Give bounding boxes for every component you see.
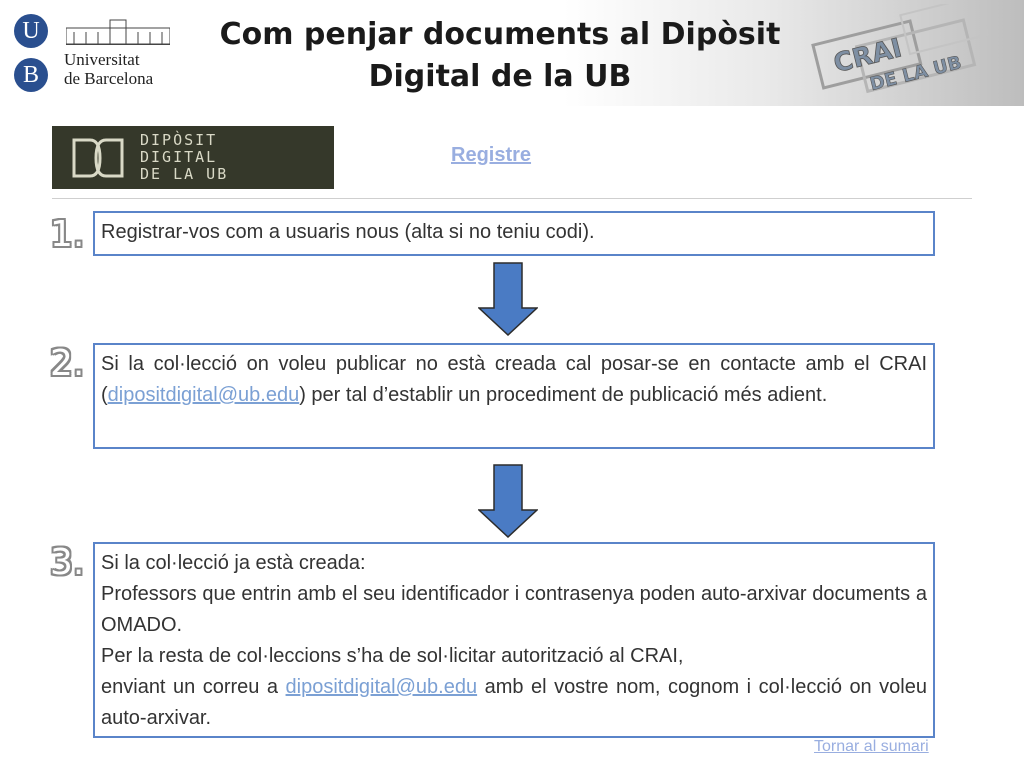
ub-logo-name: Universitat de Barcelona <box>64 50 154 88</box>
step-2-text-after: ) per tal d’establir un procediment de publicació més adient. <box>299 384 828 406</box>
divider <box>52 198 972 199</box>
step-2-text-before: Si la col·lecció on voleu publicar no està creada cal posar-se en contacte amb el CRAI ( <box>101 353 927 406</box>
step-3-line1: Si la col·lecció ja està creada: <box>101 552 366 574</box>
banner-text: DIPÒSIT DIGITAL DE LA UB <box>140 131 229 183</box>
crai-logo <box>800 4 1020 104</box>
step-2-email-link[interactable]: dipositdigital@ub.edu <box>107 384 300 406</box>
step-3-box <box>93 542 935 738</box>
tornar-al-sumari-link[interactable]: Tornar al sumari <box>814 738 929 755</box>
step-3-para3: Per la resta de col·leccions s’ha de sol·licitar autorització al CRAI, <box>101 645 684 667</box>
step-3-email-link[interactable]: dipositdigital@ub.edu <box>285 676 478 698</box>
ub-logo-u: U <box>14 14 48 48</box>
slide-title-line2: Digital de la UB <box>368 59 632 94</box>
crai-logo-line2: DE LA UB <box>867 52 964 96</box>
slide-title <box>170 14 830 98</box>
step-2-number: 2. <box>50 343 85 384</box>
step-1-box <box>93 211 935 256</box>
step-1-text: Registrar-vos com a usuaris nous (alta si no teniu codi). <box>101 221 595 243</box>
ub-logo-b: B <box>14 58 48 92</box>
ub-building-icon <box>66 18 170 45</box>
step-1-number: 1. <box>50 214 85 255</box>
down-arrow-icon <box>478 464 538 538</box>
step-3-number: 3. <box>50 542 85 583</box>
step-3-para4: enviant un correu a dipositdigital@ub.edu amb el vostre nom, cognom i col·lecció on voleu auto-arxivar. <box>101 676 927 729</box>
crai-logo-line1: CRAI <box>830 33 905 80</box>
down-arrow-icon <box>478 262 538 336</box>
diposit-digital-banner <box>52 126 334 189</box>
step-3-para2: Professors que entrin amb el seu identificador i contrasenya poden auto-arxivar documents a OMADO. <box>101 583 927 636</box>
slide-title-line1: Com penjar documents al Dipòsit <box>219 17 781 52</box>
slide-header <box>0 0 1024 106</box>
dd-mark-icon <box>70 136 126 180</box>
registre-link[interactable]: Registre <box>451 144 532 166</box>
step-2-box <box>93 343 935 449</box>
